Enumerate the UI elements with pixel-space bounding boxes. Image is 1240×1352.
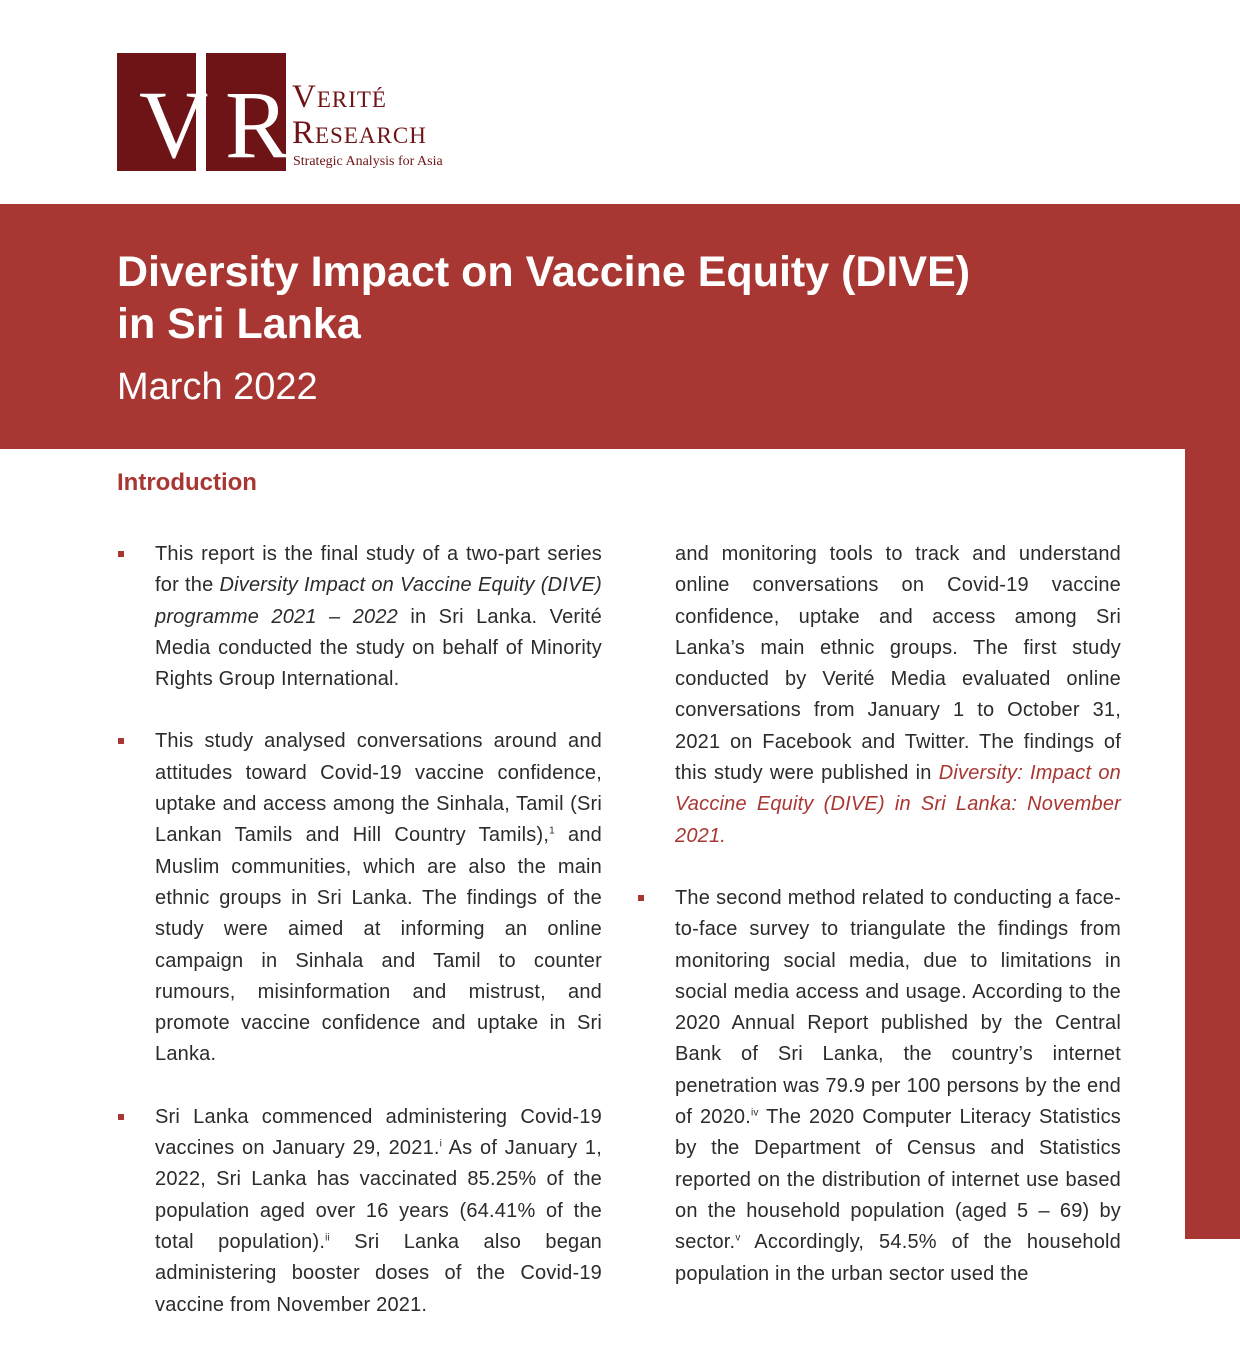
publication-link[interactable]: Diversity: Impact on Vaccine Equity (DIVE) in Sri Lanka: November 2021.	[675, 762, 1121, 847]
logo-tagline: Strategic Analysis for Asia	[293, 154, 443, 169]
text: Sri Lanka commenced administering Covid-19 vaccines on January 29, 2021.	[155, 1105, 602, 1160]
title-line-2: in Sri Lanka	[117, 300, 361, 348]
logo-letter-r: R	[225, 71, 290, 178]
text: in Sri Lanka. Verité Media conducted the study on behalf of Minority Rights Group International.	[155, 605, 603, 691]
logo-word-verite: Verité	[292, 79, 387, 115]
text: The 2020 Computer Literacy Statistics by the Department of Census and Statistics reported on the distribution of internet use based on the household population (aged 5 – 69) by sector.	[675, 1106, 1121, 1254]
right-accent-bar	[1185, 449, 1240, 1239]
right-column	[637, 539, 1121, 1321]
programme-name: Diversity Impact on Vaccine Equity (DIVE) programme 2021 – 2022	[155, 574, 602, 628]
endnote-ref[interactable]: iv	[751, 1107, 759, 1119]
title-line-1: Diversity Impact on Vaccine Equity (DIVE)	[117, 248, 971, 296]
bullet-paragraph-1	[117, 539, 602, 695]
page-title	[117, 246, 1017, 350]
bullet-marker	[118, 551, 124, 557]
bullet-marker	[118, 1114, 124, 1120]
verite-research-logo	[117, 53, 477, 178]
bullet-marker	[118, 738, 124, 744]
logo-letter-v: V	[139, 71, 209, 178]
endnote-ref[interactable]: ii	[325, 1232, 330, 1244]
continued-paragraph	[637, 539, 1121, 852]
text: Accordingly, 54.5% of the household population in the urban sector used the	[675, 1231, 1121, 1285]
text: This report is the final study of a two-part series for the	[155, 543, 602, 597]
text: The second method related to conducting a face-to-face survey to triangulate the findings from monitoring social media, due to limitations in social media access and usage. According to the 2020 Annual Report published by the Central Bank of Sri Lanka, the country’s internet penetration was 79.9 per 100 persons by the end of 2020.	[675, 886, 1121, 1129]
publication-date: March 2022	[117, 366, 318, 408]
endnote-ref[interactable]: v	[735, 1232, 741, 1244]
logo-word-research: Research	[292, 115, 427, 151]
bullet-paragraph-4	[637, 883, 1121, 1290]
section-heading-introduction: Introduction	[117, 469, 257, 496]
text: This study analysed conversations around and attitudes toward Covid-19 vaccine confidence, uptake and access among the Sinhala, Tamil (Sri Lankan Tamils and Hill Country Tamils),	[155, 730, 602, 847]
footnote-ref[interactable]: 1	[549, 825, 555, 837]
endnote-ref[interactable]: i	[439, 1138, 443, 1150]
text: and Muslim communities, which are also the main ethnic groups in Sri Lanka. The findings of the study were aimed at informing an online campaign in Sinhala and Tamil to counter rumours, misinformation and mistrust, and promote vaccine confidence and uptake in Sri Lanka.	[155, 824, 602, 1066]
bullet-paragraph-3	[117, 1102, 602, 1321]
title-banner	[0, 204, 1240, 449]
text: and monitoring tools to track and understand online conversations on Covid-19 vaccine confidence, uptake and access among Sri Lanka’s main ethnic groups. The first study conducted by Verité Media evaluated online conversations from January 1 to October 31, 2021 on Facebook and Twitter. The findings of this study were published in	[675, 543, 1121, 785]
left-column	[117, 539, 602, 1352]
bullet-marker	[638, 895, 644, 901]
bullet-paragraph-2	[117, 726, 602, 1070]
text: As of January 1, 2022, Sri Lanka has vaccinated 85.25% of the population aged over 16 years (64.41% of the total population).	[155, 1137, 603, 1253]
text: Sri Lanka also began administering booster doses of the Covid-19 vaccine from November 2021.	[155, 1230, 603, 1316]
